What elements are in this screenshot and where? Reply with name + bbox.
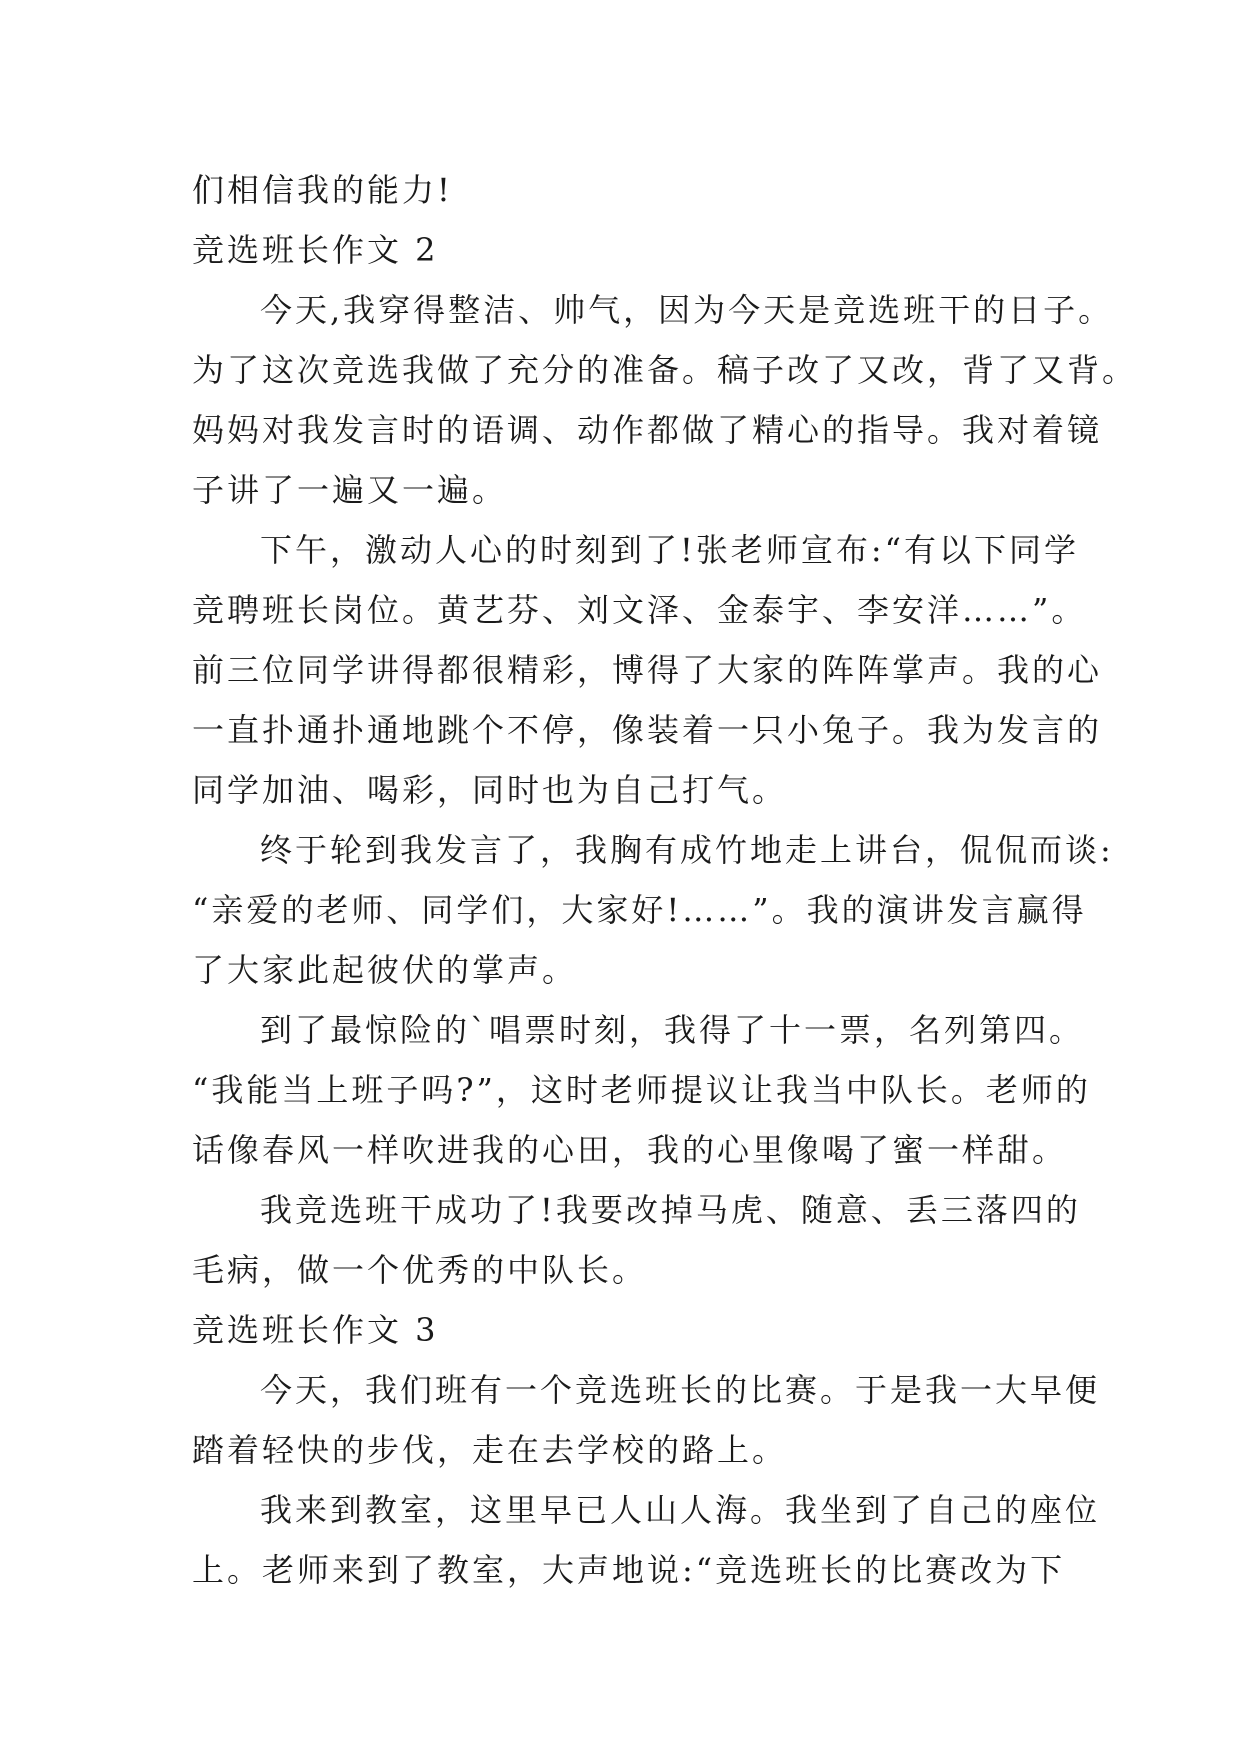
text-line: 今天，我们班有一个竞选班长的比赛。于是我一大早便: [260, 1371, 1101, 1409]
text-line: 踏着轻快的步伐，走在去学校的路上。: [192, 1431, 788, 1469]
text-line: 为了这次竞选我做了充分的准备。稿子改了又改，背了又背。: [192, 351, 1138, 389]
text-line: 话像春风一样吹进我的心田，我的心里像喝了蜜一样甜。: [192, 1131, 1068, 1169]
text-line: 竞聘班长岗位。黄艺芬、刘文泽、金泰宇、李安洋……”。: [192, 591, 1087, 629]
text-line: 我来到教室，这里早已人山人海。我坐到了自己的座位: [260, 1491, 1101, 1529]
text-line: 上。老师来到了教室，大声地说:“竞选班长的比赛改为下: [192, 1551, 1066, 1589]
text-line: 一直扑通扑通地跳个不停，像装着一只小兔子。我为发言的: [192, 711, 1103, 749]
text-line: 下午，激动人心的时刻到了!张老师宣布:“有以下同学: [260, 531, 1080, 569]
text-line: 到了最惊险的`唱票时刻，我得了十一票，名列第四。: [260, 1011, 1085, 1049]
text-line: 终于轮到我发言了，我胸有成竹地走上讲台，侃侃而谈:: [260, 831, 1114, 869]
text-line: 妈妈对我发言时的语调、动作都做了精心的指导。我对着镜: [192, 411, 1103, 449]
text-line: 毛病，做一个优秀的中队长。: [192, 1251, 648, 1289]
text-line: 同学加油、喝彩，同时也为自己打气。: [192, 771, 788, 809]
text-line: 了大家此起彼伏的掌声。: [192, 951, 578, 989]
text-line: “亲爱的老师、同学们，大家好!……”。我的演讲发言赢得: [192, 891, 1087, 929]
text-line: “我能当上班子吗?”，这时老师提议让我当中队长。老师的: [192, 1071, 1091, 1109]
section-heading: 竞选班长作文 3: [192, 1311, 439, 1349]
text-line: 们相信我的能力!: [192, 171, 453, 209]
text-line: 子讲了一遍又一遍。: [192, 471, 508, 509]
text-line: 我竞选班干成功了!我要改掉马虎、随意、丢三落四的: [260, 1191, 1081, 1229]
section-heading: 竞选班长作文 2: [192, 231, 439, 269]
document-body: [192, 160, 1138, 1600]
text-line: 前三位同学讲得都很精彩，博得了大家的阵阵掌声。我的心: [192, 651, 1103, 689]
text-line: 今天,我穿得整洁、帅气，因为今天是竞选班干的日子。: [260, 291, 1114, 329]
